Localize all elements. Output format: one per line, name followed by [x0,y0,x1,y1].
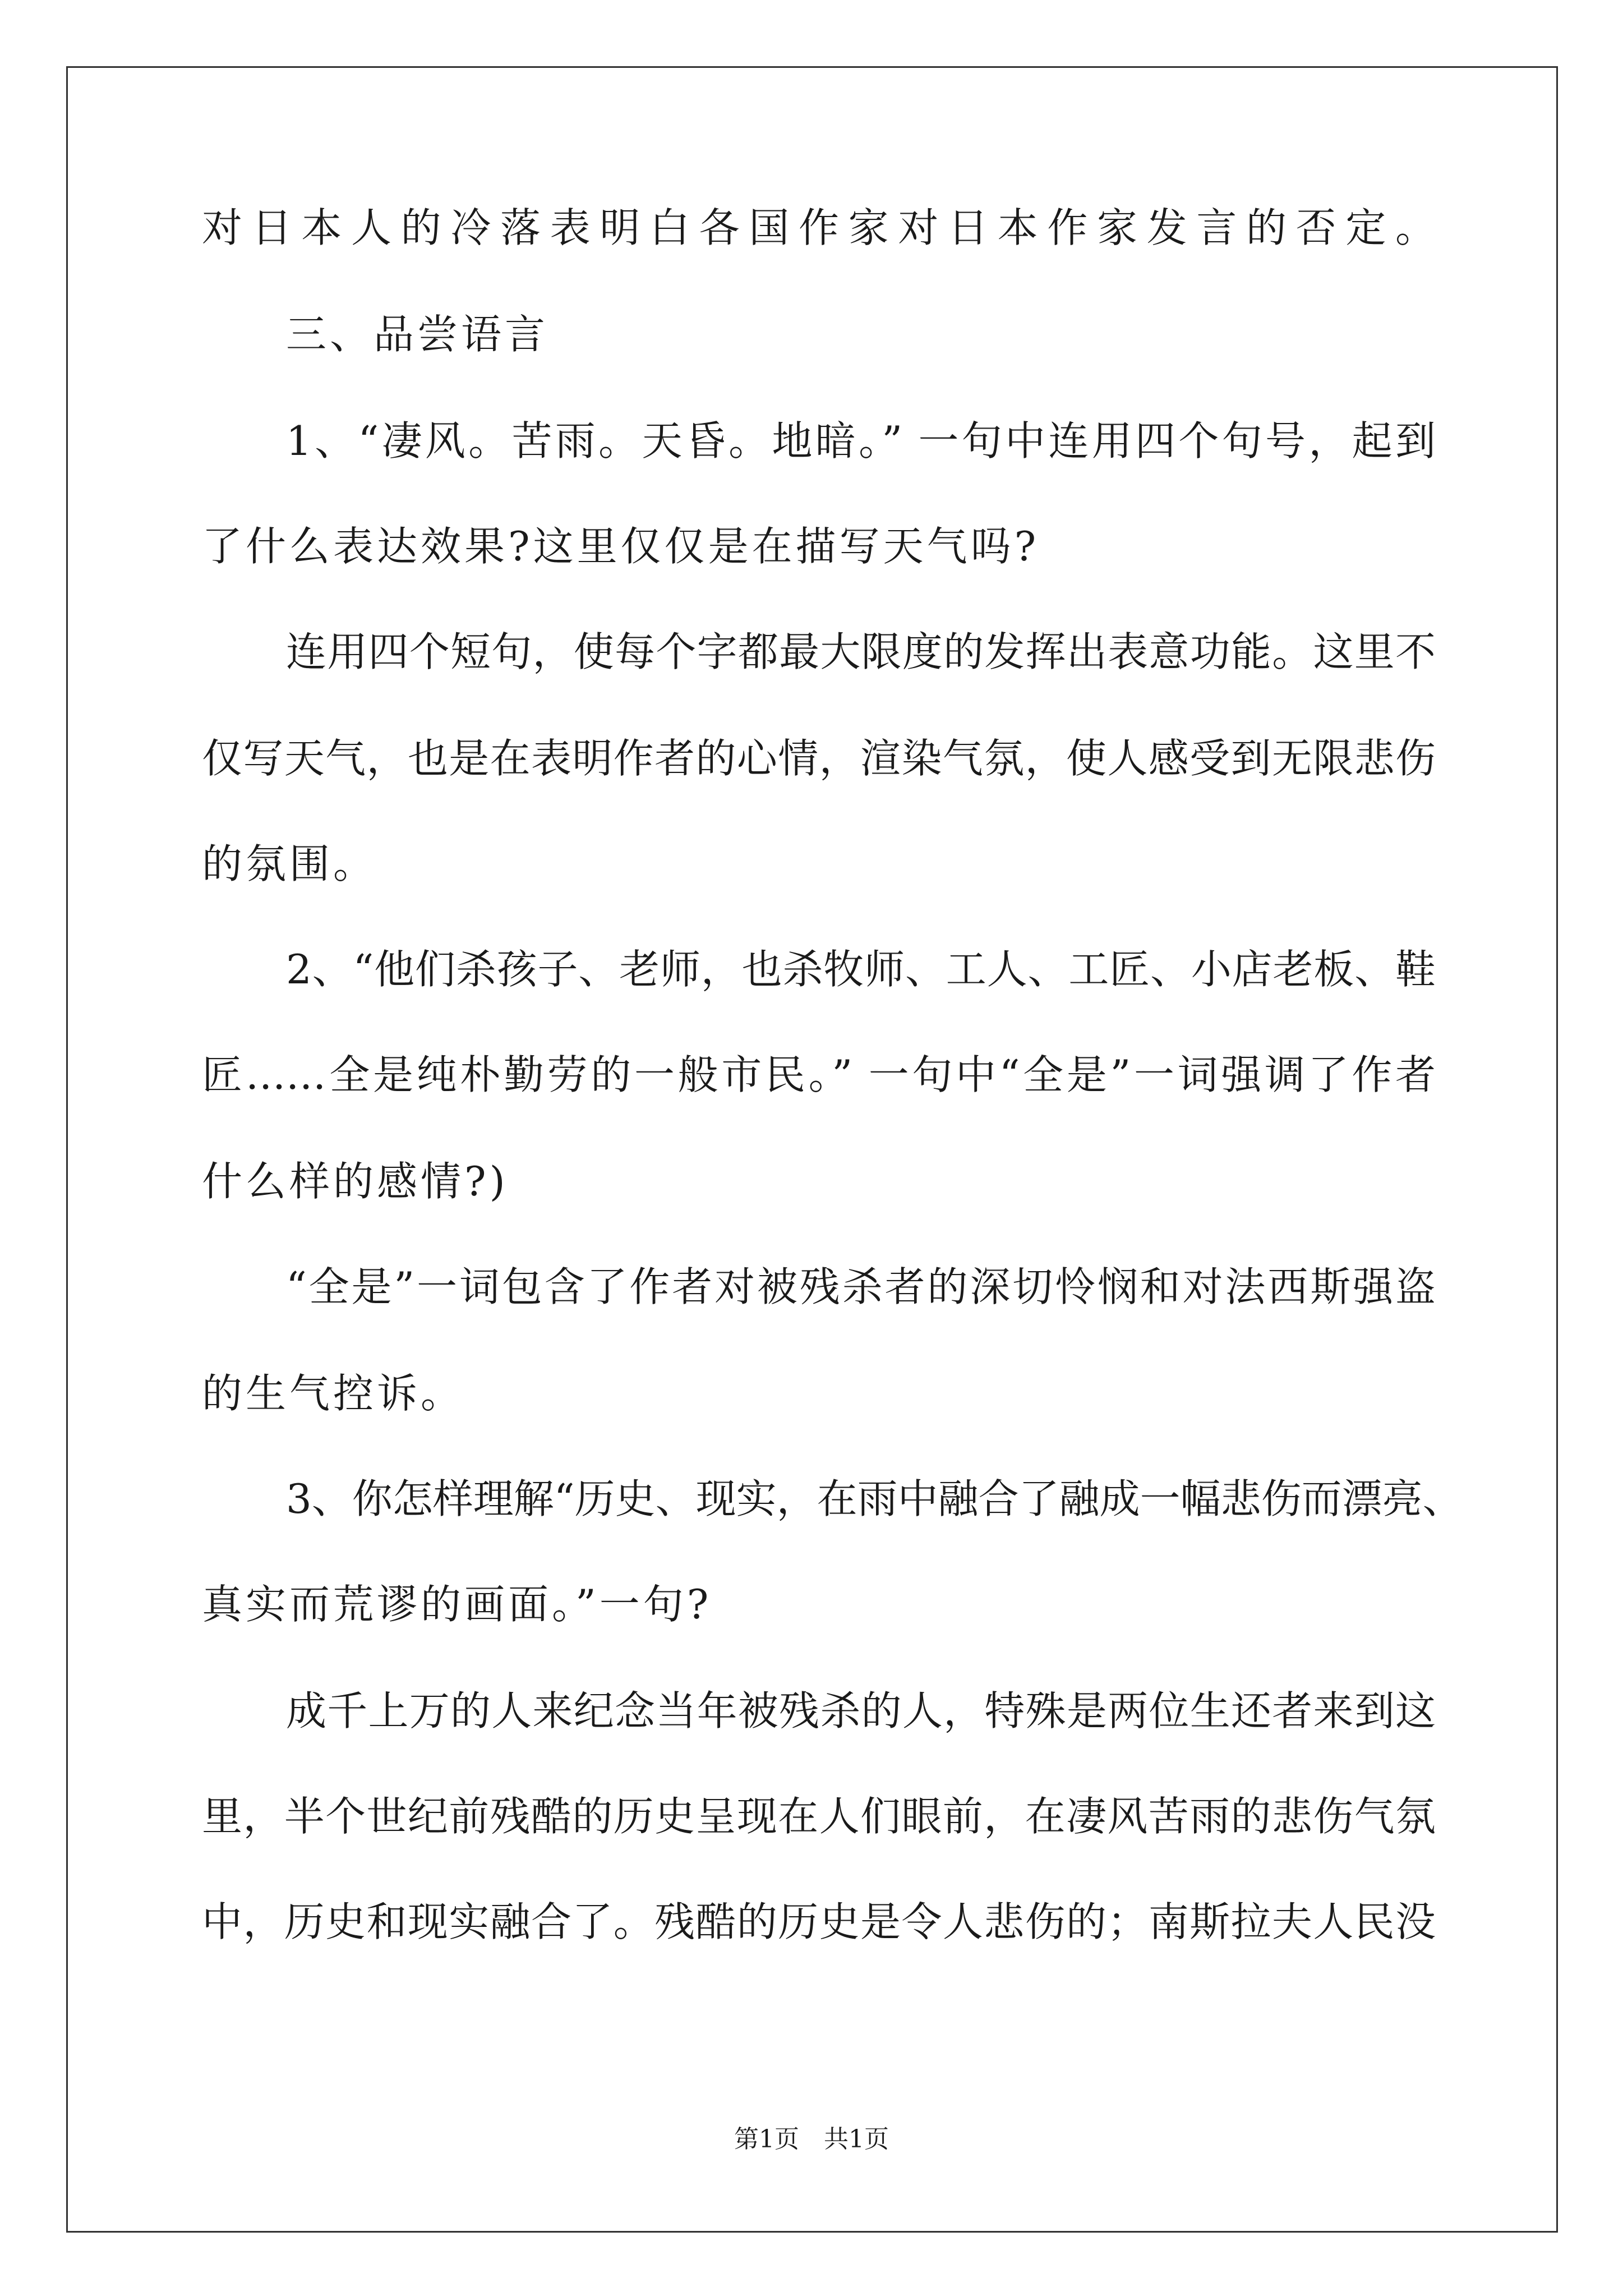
text-line: 连用四个短句，使每个字都最大限度的发挥出表意功能。这里不 [286,628,1436,675]
text-line: “全是”一词包含了作者对被残杀者的深切怜悯和对法西斯强盗 [286,1263,1436,1310]
text-line: 成千上万的人来纪念当年被残杀的人，特殊是两位生还者来到这 [286,1687,1436,1734]
text-line: 仅写天气，也是在表明作者的心情，渲染气氛，使人感受到无限悲伤 [202,735,1436,782]
text-line: 对日本人的冷落表明白各国作家对日本作家发言的否定。 [202,204,1436,251]
text-line: 了什么表达效果?这里仅仅是在描写天气吗? [202,523,1040,570]
page-footer: 第1页 共1页 [734,2125,889,2154]
text-line: 3、你怎样理解“历史、现实，在雨中融合了融成一幅悲伤而漂亮、 [286,1475,1463,1522]
text-line: 的氛围。 [202,840,377,887]
text-line: 真实而荒谬的画面。”一句? [202,1581,712,1628]
text-line: 匠……全是纯朴勤劳的一般市民。” 一句中“全是”一词强调了作者 [202,1051,1436,1098]
text-line: 2、“他们杀孩子、老师，也杀牧师、工人、工匠、小店老板、鞋 [286,946,1436,993]
text-line: 里，半个世纪前残酷的历史呈现在人们眼前，在凄风苦雨的悲伤气氛 [202,1793,1436,1840]
section-heading: 三、品尝语言 [286,311,549,358]
text-line: 什么样的感情?) [202,1158,509,1205]
text-line: 的生气控诉。 [202,1370,465,1417]
text-line: 1、“凄风。苦雨。天昏。地暗。” 一句中连用四个句号，起到 [286,417,1436,464]
text-line: 中，历史和现实融合了。残酷的历史是令人悲伤的；南斯拉夫人民没 [202,1898,1436,1945]
